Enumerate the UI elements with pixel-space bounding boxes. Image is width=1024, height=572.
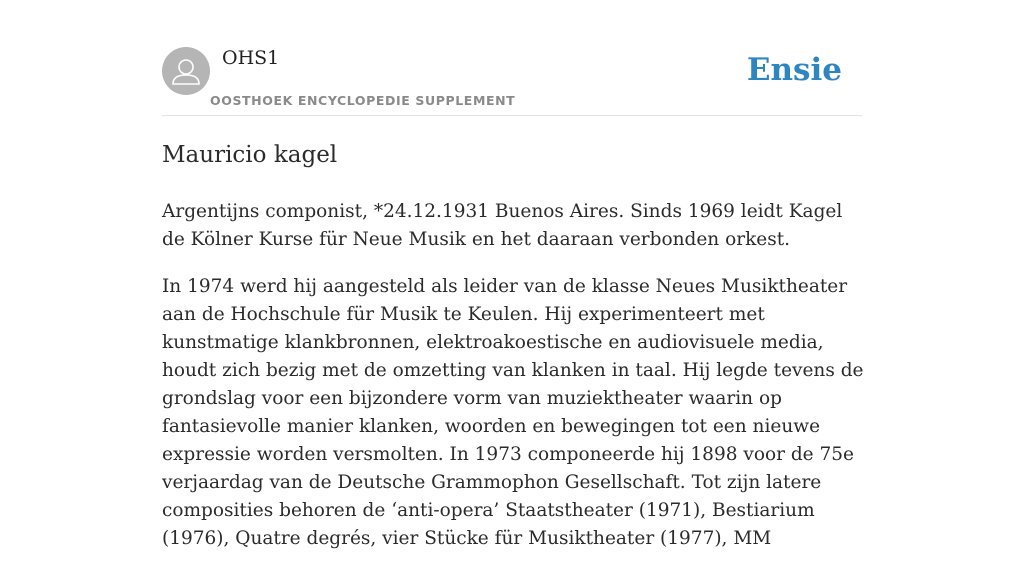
article-header	[162, 0, 862, 116]
brand-logo[interactable]: Ensie	[746, 52, 842, 88]
article-paragraph: In 1974 werd hij aangesteld als leider van de klasse Neues Musiktheater aan de Hochschule für Musik te Keulen. Hij experimenteert met kunstmatige klankbronnen, elektroakoestische en audiovisuele media, houdt zich bezig met de omzetting van klanken in taal. Hij legde tevens de grondslag voor een bijzondere vorm van muziektheater waarin op fantasievolle manier klanken, woorden en bewegingen tot een nieuwe expressie worden versmolten. In 1973 componeerde hij 1898 voor de 75e verjaardag van de Deutsche Grammophon Gesellschaft. Tot zijn latere composities behoren de ‘anti-opera’ Staatstheater (1971), Bestiarium (1976), Quatre degrés, vier Stücke für Musiktheater (1977), MM	[162, 276, 864, 549]
article-body	[162, 138, 864, 572]
article-title: Mauricio kagel	[162, 142, 338, 168]
user-silhouette-icon[interactable]	[162, 47, 210, 95]
author-link[interactable]: OHS1	[222, 47, 280, 69]
article-paragraph: Argentijns componist, *24.12.1931 Buenos Aires. Sinds 1969 leidt Kagel de Kölner Kurse für Neue Musik en het daaraan verbonden orkest.	[162, 201, 843, 250]
source-link[interactable]: OOSTHOEK ENCYCLOPEDIE SUPPLEMENT	[210, 93, 516, 108]
